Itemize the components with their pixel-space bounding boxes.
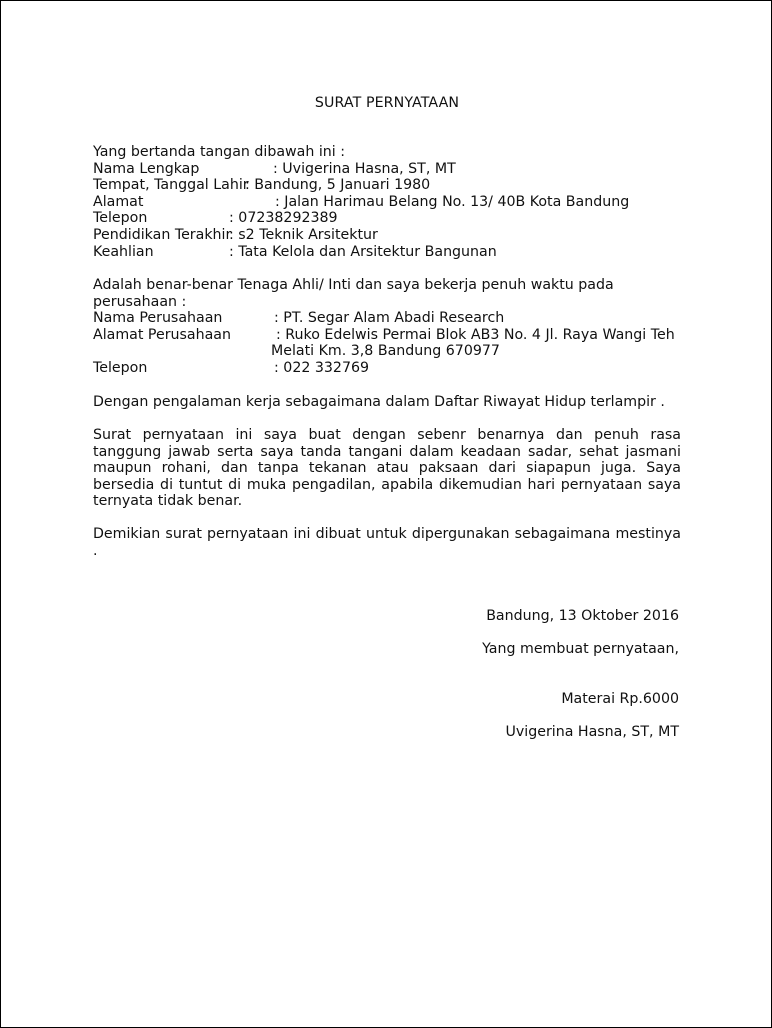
field-label: Nama Lengkap	[93, 160, 200, 177]
field-value: : 022 332769	[274, 359, 370, 376]
field-label: Telepon	[93, 359, 148, 376]
field-pendidikan-terakhir	[93, 227, 683, 244]
field-value: : 07238292389	[229, 210, 338, 227]
field-keahlian	[93, 244, 683, 261]
field-label: Alamat	[93, 193, 144, 210]
field-alamat	[93, 194, 683, 211]
field-value: : s2 Teknik Arsitektur	[229, 226, 378, 243]
field-nama-lengkap	[93, 161, 683, 178]
field-label: Pendidikan Terakhir	[93, 226, 232, 243]
company-intro-line-2: perusahaan :	[93, 293, 187, 310]
company-info-section	[93, 277, 683, 377]
field-alamat-perusahaan-continued	[93, 343, 683, 360]
field-nama-perusahaan	[93, 310, 683, 327]
document-title: SURAT PERNYATAAN	[314, 95, 460, 111]
field-value: : Bandung, 5 Januari 1980	[245, 177, 431, 194]
field-value: : Uvigerina Hasna, ST, MT	[273, 160, 456, 177]
field-telepon	[93, 210, 683, 227]
field-label: Telepon	[93, 210, 148, 227]
field-value: : Tata Kelola dan Arsitektur Bangunan	[229, 243, 497, 260]
field-label: Tempat, Tanggal Lahir	[93, 177, 249, 194]
signature-place-date: Bandung, 13 Oktober 2016	[486, 608, 679, 624]
signature-maker: Yang membuat pernyataan,	[482, 641, 679, 657]
field-value: : Ruko Edelwis Permai Blok AB3 No. 4 Jl. Raya Wangi Teh	[276, 326, 675, 343]
field-alamat-perusahaan	[93, 327, 683, 344]
field-value-continued: Melati Km. 3,8 Bandung 670977	[271, 343, 500, 360]
intro-text: Yang bertanda tangan dibawah ini :	[93, 144, 345, 160]
personal-info-section	[93, 144, 683, 260]
field-label: Keahlian	[93, 243, 154, 260]
experience-paragraph: Dengan pengalaman kerja sebagaimana dalam Daftar Riwayat Hidup terlampir .	[93, 394, 665, 410]
statement-paragraph: Surat pernyataan ini saya buat dengan sebenr benarnya dan penuh rasa tanggung jawab serta saya tanda tangani dalam keadaan sadar, sehat jasmani maupun rohani, dan tanpa tekanan atau paksaan dari siapapun juga. Saya bersedia di tuntut di muka pengadilan, apabila dikemudian hari pernyataan saya ternyata tidak benar.	[93, 427, 681, 510]
field-telepon-perusahaan	[93, 360, 683, 377]
field-label: Nama Perusahaan	[93, 310, 223, 327]
company-intro-line-1: Adalah benar-benar Tenaga Ahli/ Inti dan saya bekerja penuh waktu pada	[93, 277, 614, 293]
field-label: Alamat Perusahaan	[93, 326, 231, 343]
field-value: : PT. Segar Alam Abadi Research	[274, 310, 505, 327]
field-value: : Jalan Harimau Belang No. 13/ 40B Kota Bandung	[275, 193, 630, 210]
field-tempat-tanggal-lahir	[93, 177, 683, 194]
signature-stamp: Materai Rp.6000	[561, 691, 679, 707]
closing-paragraph: Demikian surat pernyataan ini dibuat untuk dipergunakan sebagaimana mestinya .	[93, 526, 681, 559]
signature-name: Uvigerina Hasna, ST, MT	[505, 724, 679, 740]
